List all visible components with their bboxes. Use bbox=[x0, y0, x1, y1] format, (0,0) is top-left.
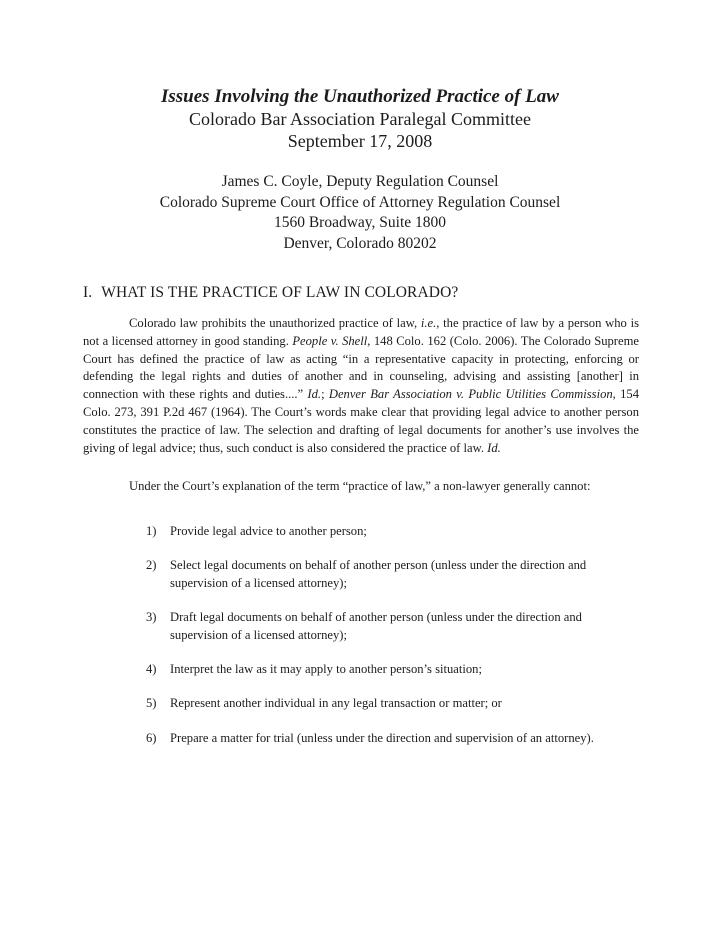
list-marker: 3) bbox=[146, 610, 157, 625]
author-office: Colorado Supreme Court Office of Attorney Regulation Counsel bbox=[159, 193, 561, 211]
case-citation: Id. bbox=[307, 387, 322, 402]
list-item bbox=[146, 523, 626, 540]
document-title: Issues Involving the Unauthorized Practice of Law bbox=[161, 86, 559, 107]
list-item-text: Draft legal documents on behalf of another person (unless under the direction and supervision of a licensed attorney); bbox=[170, 610, 582, 642]
list-item-text: Interpret the law as it may apply to another person’s situation; bbox=[170, 662, 482, 677]
section-heading-text: WHAT IS THE PRACTICE OF LAW IN COLORADO? bbox=[101, 284, 459, 301]
author-block bbox=[0, 172, 720, 254]
case-citation: Id. bbox=[487, 440, 501, 455]
list-marker: 5) bbox=[146, 696, 157, 711]
case-citation: People v. Shell bbox=[292, 333, 368, 348]
italic-abbreviation: i.e. bbox=[420, 316, 437, 330]
paragraph-non-lawyer-cannot: Under the Court’s explanation of the term “practice of law,” a non-lawyer generally cannot: bbox=[129, 479, 591, 493]
organization-name: Colorado Bar Association Paralegal Committee bbox=[189, 109, 531, 129]
document-header bbox=[0, 86, 720, 152]
paragraph-practice-of-law-definition bbox=[83, 315, 639, 457]
list-item bbox=[146, 695, 626, 712]
list-item-text: Prepare a matter for trial (unless under the direction and supervision of an attorney). bbox=[170, 730, 594, 745]
list-marker: 2) bbox=[146, 558, 157, 573]
list-item bbox=[146, 609, 626, 644]
paragraph-text: Colorado law prohibits the unauthorized practice of law, bbox=[129, 316, 421, 330]
list-marker: 1) bbox=[146, 524, 157, 538]
list-item bbox=[146, 557, 626, 592]
section-number: I. bbox=[83, 284, 93, 301]
list-item bbox=[146, 730, 626, 747]
list-item-text: Represent another individual in any legal transaction or matter; or bbox=[170, 696, 502, 711]
list-marker: 6) bbox=[146, 730, 157, 745]
paragraph-text: , 154 Colo. 273, 391 P.2d 467 (1964). The Court’s words make clear that providing legal advice to another person constitutes the practice of law. The selection and drafting of legal documents for another’s use involves the giving of legal advice; thus, such conduct is also considered the practice of law. bbox=[83, 387, 640, 455]
section-heading bbox=[83, 283, 458, 303]
paragraph-text: , the practice of law by a person who is not a licensed attorney in good standing. bbox=[83, 316, 639, 348]
case-citation: Denver Bar Association v. Public Utilities Commission bbox=[328, 387, 613, 402]
author-city: Denver, Colorado 80202 bbox=[283, 234, 437, 252]
author-street: 1560 Broadway, Suite 1800 bbox=[273, 214, 447, 231]
prohibited-activities-list bbox=[146, 523, 626, 764]
author-name-title: James C. Coyle, Deputy Regulation Counsel bbox=[221, 173, 499, 190]
list-item bbox=[146, 661, 626, 678]
paragraph-text: ; bbox=[321, 387, 329, 402]
list-item-text: Select legal documents on behalf of another person (unless under the direction and supervision of a licensed attorney); bbox=[170, 558, 587, 590]
list-marker: 4) bbox=[146, 662, 157, 677]
list-item-text: Provide legal advice to another person; bbox=[170, 524, 367, 538]
paragraph-text: , 148 Colo. 162 (Colo. 2006). The Colorado Supreme Court has defined the practice of law as acting “in a representative capacity in protecting, enforcing or defending the legal rights and duties of another and in counseling, advising and assisting [another] in connection with these rights and duties....” bbox=[83, 333, 639, 402]
document-date: September 17, 2008 bbox=[287, 131, 433, 151]
